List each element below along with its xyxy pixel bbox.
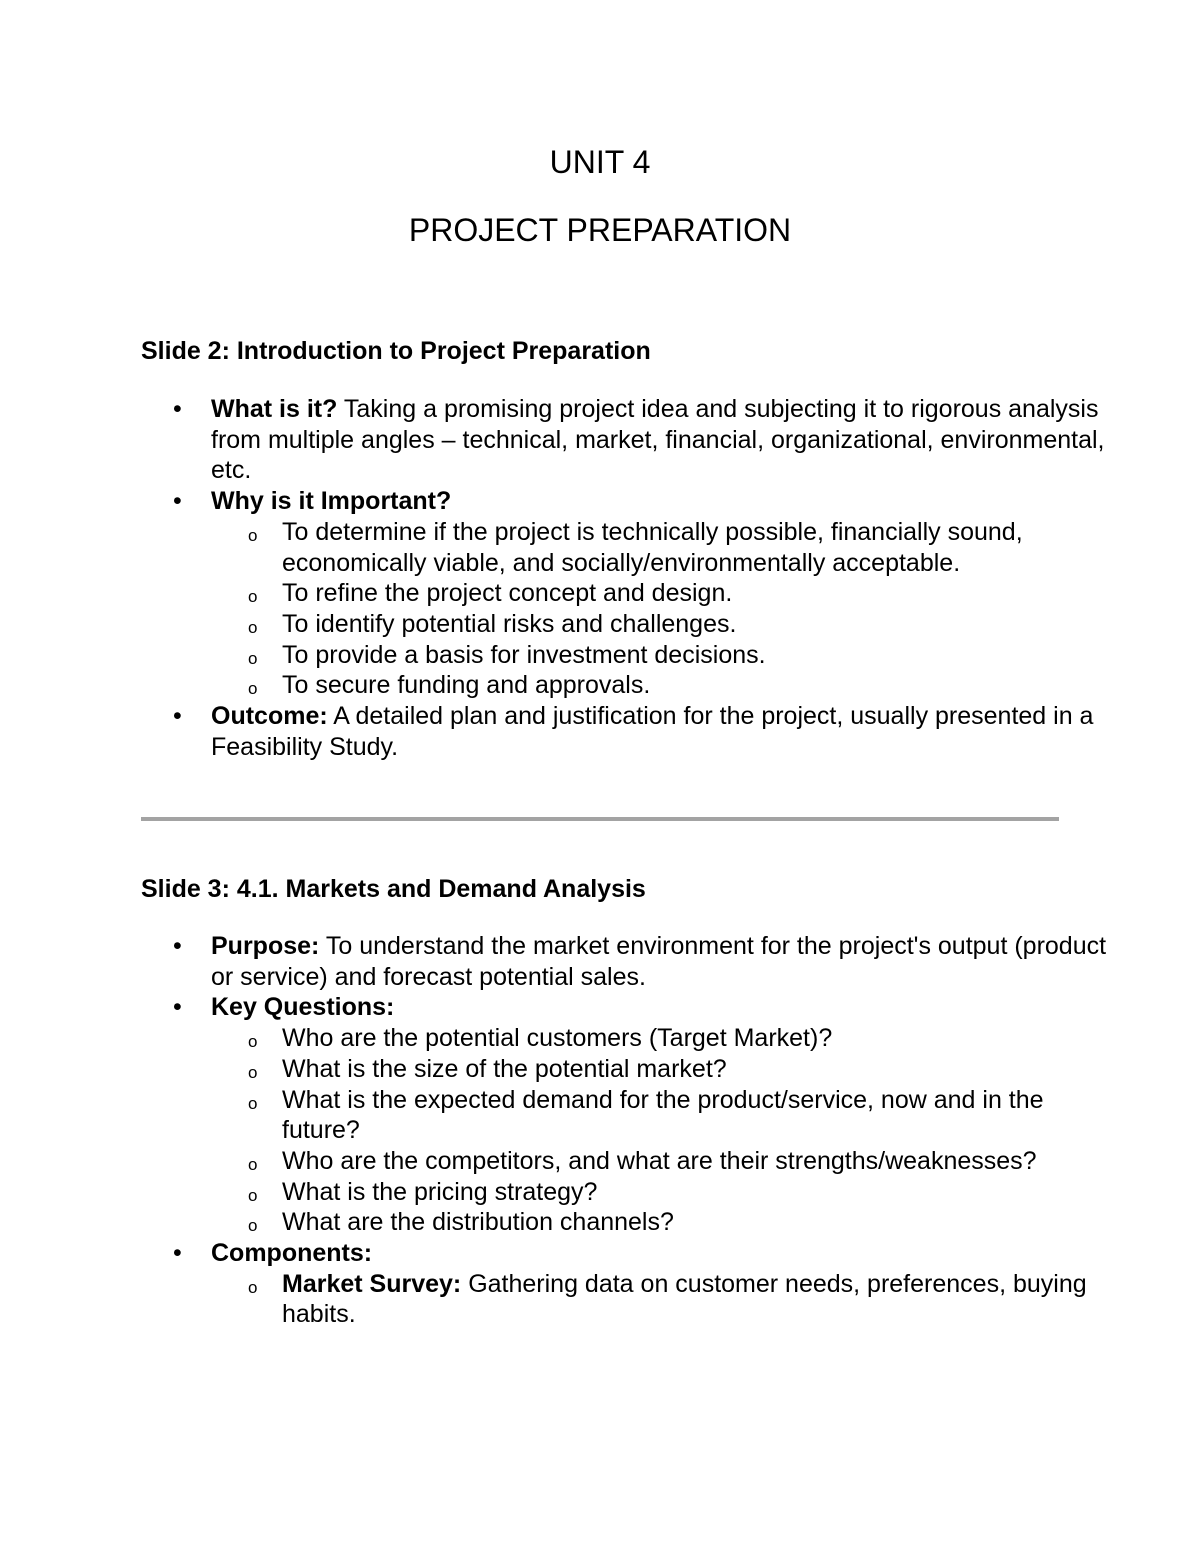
list-item-components [0, 1238, 1120, 1330]
purpose-label: Purpose: [211, 932, 320, 960]
sub-list-item: o What is the pricing strategy? [211, 1177, 1120, 1208]
questions-sublist [211, 1023, 1120, 1238]
why-sublist [211, 517, 1120, 701]
list-item-why [0, 486, 1120, 701]
list-item-key-questions [0, 992, 1120, 1238]
horizontal-divider [141, 817, 1059, 821]
what-label: What is it? [211, 395, 338, 423]
list-item-outcome [0, 701, 1120, 762]
market-survey-text: Gathering data on customer needs, preferences, buying habits. [282, 1269, 1087, 1329]
sub-list-item: o To determine if the project is technically possible, financially sound, economically viable, and socially/environmentally acceptable. [211, 517, 1120, 578]
sub-list-item: o To provide a basis for investment decisions. [211, 640, 1120, 671]
sub-list-item [211, 1269, 1120, 1330]
unit-title: UNIT 4 [549, 144, 651, 180]
slide2-heading: Slide 2: Introduction to Project Preparation [141, 337, 651, 365]
sub-list-item: o Who are the potential customers (Target Market)? [211, 1023, 1120, 1054]
market-survey-label: Market Survey: [282, 1269, 462, 1298]
components-sublist [211, 1269, 1120, 1330]
sub-list-item: o To identify potential risks and challenges. [211, 609, 1120, 640]
what-text: Taking a promising project idea and subjecting it to rigorous analysis from multiple angles – technical, market, financial, organizational, environmental, etc. [211, 395, 1105, 485]
slide2-bullet-list [0, 394, 1120, 762]
purpose-text: To understand the market environment for the project's output (product or service) and forecast potential sales. [211, 932, 1107, 991]
outcome-label: Outcome: [211, 702, 328, 731]
components-label: Components: [211, 1239, 373, 1268]
slide3-heading: Slide 3: 4.1. Markets and Demand Analysis [141, 875, 646, 903]
list-item-what [0, 394, 1120, 486]
sub-list-item: o What is the expected demand for the product/service, now and in the future? [211, 1085, 1120, 1146]
slide3-bullet-list [0, 931, 1120, 1330]
document-title: PROJECT PREPARATION [408, 212, 792, 248]
list-item-purpose [0, 931, 1120, 992]
sub-list-item: o What are the distribution channels? [211, 1207, 1120, 1238]
sub-list-item: o What is the size of the potential market? [211, 1054, 1120, 1085]
why-label: Why is it Important? [211, 487, 452, 516]
sub-list-item: o To refine the project concept and design. [211, 578, 1120, 609]
key-questions-label: Key Questions: [211, 993, 395, 1022]
outcome-text: A detailed plan and justification for the project, usually presented in a Feasibility Study. [211, 702, 1094, 761]
sub-list-item: o Who are the competitors, and what are their strengths/weaknesses? [211, 1146, 1120, 1177]
sub-list-item: o To secure funding and approvals. [211, 670, 1120, 701]
